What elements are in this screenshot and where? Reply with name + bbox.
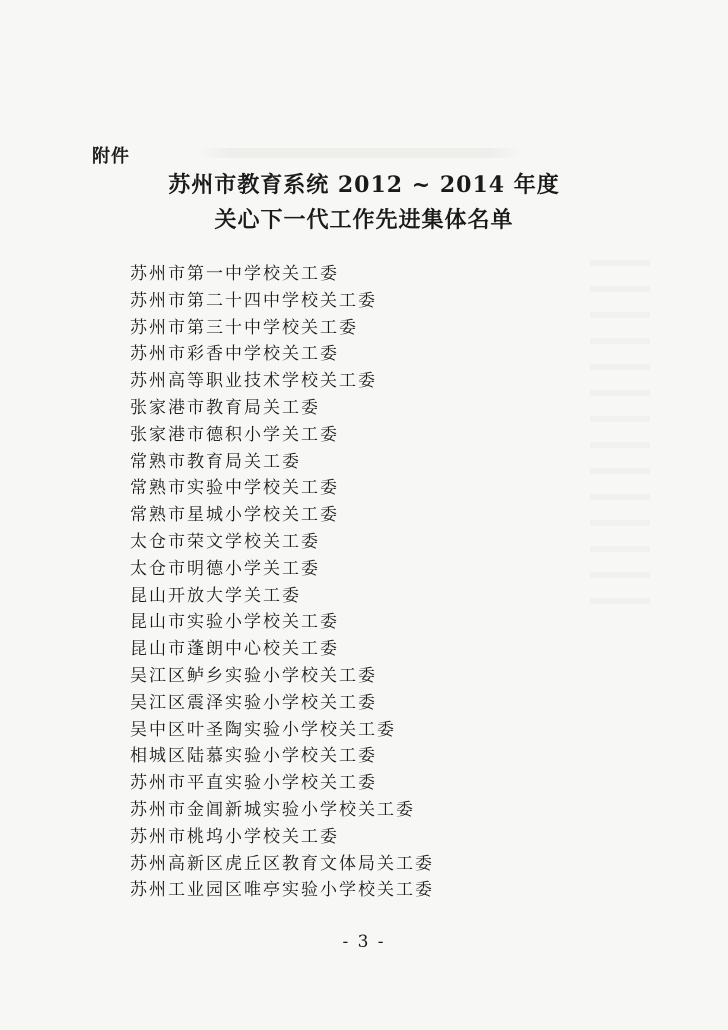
document-title-line1: 苏州市教育系统 2012 ~ 2014 年度 <box>168 172 560 198</box>
page-number: - 3 - <box>342 932 386 952</box>
list-item: 苏州市彩香中学校关工委 <box>130 344 339 365</box>
list-item: 苏州高新区虎丘区教育文体局关工委 <box>130 853 434 874</box>
list-item: 吴江区震泽实验小学校关工委 <box>130 692 377 713</box>
list-item: 苏州市第二十四中学校关工委 <box>130 290 377 311</box>
list-item: 常熟市实验中学校关工委 <box>130 478 339 499</box>
list-item: 太仓市明德小学关工委 <box>130 558 320 579</box>
bleed-through-decoration <box>200 148 520 158</box>
document-title-line2: 关心下一代工作先进集体名单 <box>214 207 514 233</box>
list-item: 相城区陆慕实验小学校关工委 <box>130 746 377 767</box>
list-item: 常熟市教育局关工委 <box>130 451 301 472</box>
list-item: 昆山市蓬朗中心校关工委 <box>130 639 339 660</box>
list-item: 太仓市荣文学校关工委 <box>130 531 320 552</box>
list-item: 苏州市第三十中学校关工委 <box>130 317 358 338</box>
list-item: 吴中区叶圣陶实验小学校关工委 <box>130 719 396 740</box>
list-item: 常熟市星城小学校关工委 <box>130 505 339 526</box>
bleed-through-decoration <box>590 240 650 620</box>
list-item: 苏州市桃坞小学校关工委 <box>130 826 339 847</box>
organization-list <box>130 261 434 904</box>
list-item: 苏州高等职业技术学校关工委 <box>130 371 377 392</box>
list-item: 张家港市德积小学关工委 <box>130 424 339 445</box>
list-item: 苏州市金阊新城实验小学校关工委 <box>130 799 415 820</box>
list-item: 昆山开放大学关工委 <box>130 585 301 606</box>
attachment-label: 附件 <box>92 146 130 167</box>
list-item: 张家港市教育局关工委 <box>130 397 320 418</box>
list-item: 昆山市实验小学校关工委 <box>130 612 339 633</box>
list-item: 吴江区鲈乡实验小学校关工委 <box>130 665 377 686</box>
list-item: 苏州市第一中学校关工委 <box>130 264 339 284</box>
list-item: 苏州工业园区唯亭实验小学校关工委 <box>130 880 434 901</box>
list-item: 苏州市平直实验小学校关工委 <box>130 773 377 794</box>
